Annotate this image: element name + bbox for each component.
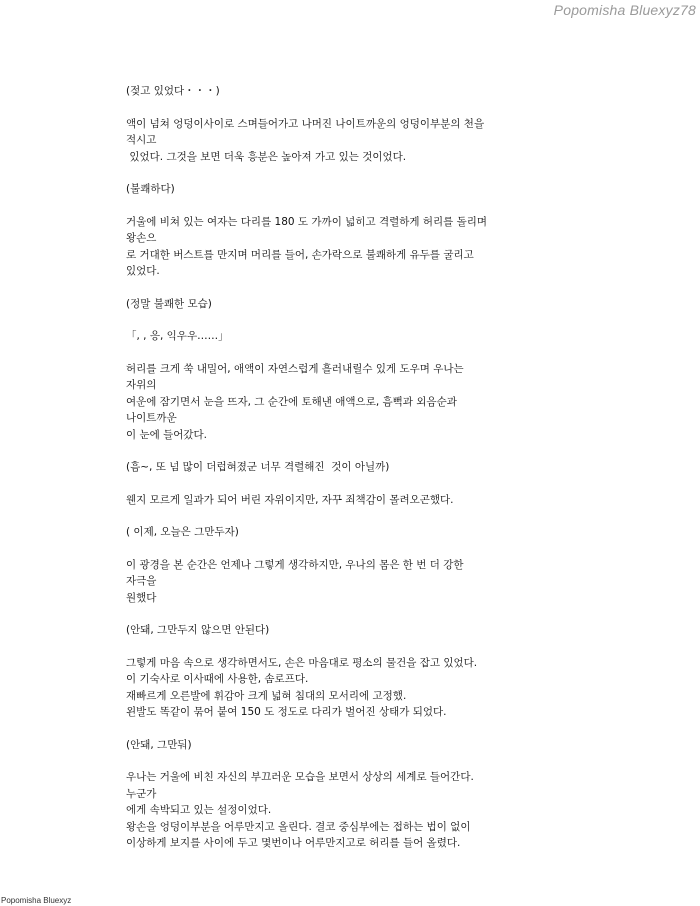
text-line: 「, , 응, 익우우……」: [126, 330, 229, 342]
paragraph: [126, 181, 576, 198]
text-line: 에게 속박되고 있는 설정이었다.: [126, 804, 272, 816]
text-line: 재빠르게 오른발에 휘감아 크게 넓혀 침대의 모서리에 고정했.: [126, 689, 407, 702]
text-line: 이 광경을 본 순간은 언제나 그렇게 생각하지만, 우나의 몸은 한 번 더 강한: [126, 558, 464, 571]
watermark-top: Popomisha Bluexyz78: [553, 2, 696, 18]
text-line: 거울에 비쳐 있는 여자는 다리를 180 도 가까이 넓히고 격렬하게 허리를 돌리며: [126, 215, 488, 228]
watermark-bottom: Popomisha Bluexyz: [1, 896, 72, 905]
text-line: 있었다.: [126, 265, 160, 277]
text-line: 웬지 모르게 일과가 되어 버린 자위이지만, 자꾸 죄책감이 몰려오곤했다.: [126, 493, 454, 506]
text-line: 우나는 거울에 비친 자신의 부끄러운 모습을 보면서 상상의 세계로 들어간다.: [126, 771, 474, 783]
paragraph: [126, 524, 576, 541]
text-line: 이 눈에 들어갔다.: [126, 428, 208, 441]
text-line: 이 기숙사로 이사때에 사용한, 솜로프다.: [126, 673, 309, 685]
paragraph: [126, 622, 576, 639]
text-line: 적시고: [126, 134, 157, 146]
text-line: 있었다. 그것을 보면 더욱 흥분은 높아져 가고 있는 것이었다.: [126, 150, 407, 163]
paragraph: [126, 769, 576, 852]
text-line: 액이 넘쳐 엉덩이사이로 스며들어가고 나머진 나이트까운의 엉덩이부분의 천을: [126, 117, 485, 130]
text-line: (젖고 있었다・・・): [126, 85, 220, 97]
paragraph: [126, 296, 576, 313]
text-line: 허리를 크게 쑥 내밀어, 애액이 자연스럽게 흘러내릴수 있게 도우며 우나는: [126, 362, 464, 375]
paragraph: [126, 214, 576, 280]
text-line: 왕손으: [126, 232, 157, 244]
paragraph: [126, 557, 576, 607]
text-line: (정말 불쾌한 모습): [126, 297, 212, 310]
text-line: 나이트까운: [126, 412, 177, 424]
text-line: ( 이제, 오늘은 그만두자): [126, 526, 239, 538]
text-line: 여운에 잠기면서 눈을 뜨자, 그 순간에 토해낸 애액으로, 흠뻑과 외음순과: [126, 395, 457, 408]
paragraph: [126, 737, 576, 754]
text-line: 자위의: [126, 379, 157, 391]
paragraph: [126, 459, 576, 476]
text-line: (안돼, 그만두지 않으면 안된다): [126, 624, 270, 636]
text-line: 그렇게 마음 속으로 생각하면서도, 손은 마음대로 평소의 물건을 잡고 있었다.: [126, 656, 478, 669]
text-line: 자극을: [126, 575, 157, 587]
text-line: 왼발도 똑같이 묶어 붙여 150 도 정도로 다리가 벌어진 상태가 되었다.: [126, 706, 447, 718]
paragraph: [126, 116, 576, 166]
paragraph: [126, 83, 576, 100]
paragraph: [126, 328, 576, 345]
page-body: [126, 83, 576, 868]
text-line: 로 거대한 버스트를 만지며 머리를 들어, 손가락으로 불쾌하게 유두를 굴리고: [126, 248, 474, 261]
text-line: 이상하게 보지를 사이에 두고 몇번이나 어루만지고로 허리를 들어 올렸다.: [126, 837, 461, 849]
text-line: 원했다: [126, 591, 157, 604]
paragraph: [126, 655, 576, 721]
paragraph: [126, 361, 576, 444]
text-line: 왕손을 엉덩이부분을 어루만지고 올린다. 결코 중심부에는 접하는 법이 없이: [126, 820, 471, 833]
text-line: 누군가: [126, 787, 157, 800]
text-line: (불쾌하다): [126, 183, 175, 195]
text-line: (흠~, 또 넘 많이 더럽혀졌군 너무 격렬해진 것이 아닐까): [126, 461, 390, 473]
paragraph: [126, 492, 576, 509]
text-line: (안돼, 그만둬): [126, 738, 192, 751]
